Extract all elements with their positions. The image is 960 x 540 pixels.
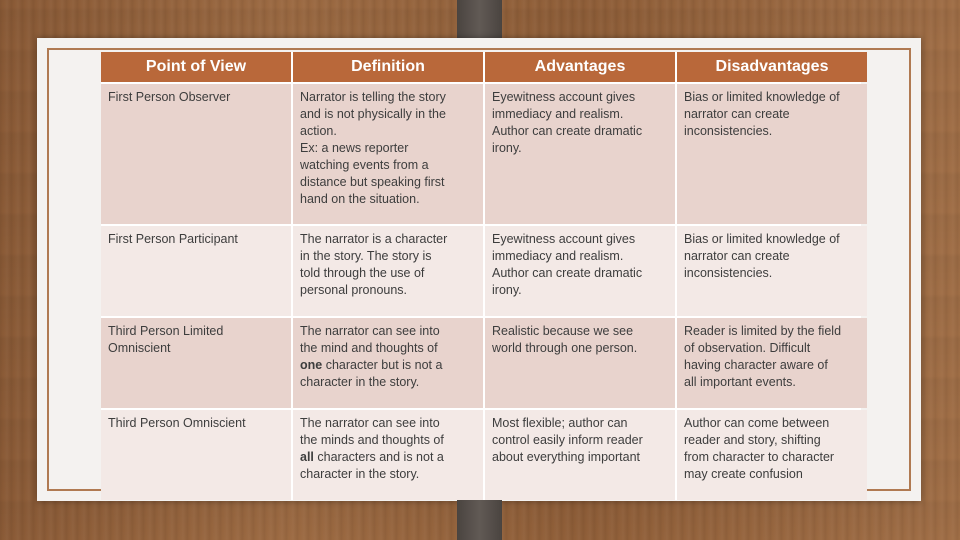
cell-text: Bias or limited knowledge of [684,232,840,246]
cell-pov-first-person-observer [101,84,291,224]
cell-text: The narrator can see into [300,416,440,430]
cell-text: action. [300,124,337,138]
cell-definition-first-person-observer [293,84,483,224]
cell-text-line [300,357,477,374]
cell-text: The narrator can see into [300,324,440,338]
cell-disadvantages-third-person-limited [677,318,867,408]
cell-disadvantages-first-person-observer [677,84,867,224]
cell-text: Most flexible; author can [492,416,628,430]
header-disadvantages: Disadvantages [677,52,867,82]
cell-text: characters and is not a [313,450,444,464]
cell-advantages-third-person-omniscient [485,410,675,500]
cell-text: narrator can create [684,249,790,263]
header-definition: Definition [293,52,483,82]
cell-definition-first-person-participant [293,226,483,316]
cell-text: Author can come between [684,416,830,430]
cell-text: world through one person. [492,341,638,355]
bottom-strap [457,496,502,540]
cell-text: distance but speaking first [300,175,445,189]
cell-text: Author can create dramatic [492,124,643,138]
cell-text: Third Person Limited [108,324,224,338]
cell-text: Ex: a news reporter [300,141,409,155]
cell-text: immediacy and realism. [492,107,624,121]
point-of-view-table [101,52,861,500]
cell-text: personal pronouns. [300,283,408,297]
cell-text: Omniscient [108,341,171,355]
cell-text: told through the use of [300,266,425,280]
cell-text: character in the story. [300,375,420,389]
cell-text: and is not physically in the [300,107,446,121]
cell-text: First Person Observer [108,90,231,104]
cell-text: inconsistencies. [684,124,773,138]
cell-text: irony. [492,141,522,155]
cell-text: control easily inform reader [492,433,643,447]
cell-definition-third-person-limited [293,318,483,408]
cell-text: having character aware of [684,358,828,372]
cell-text: inconsistencies. [684,266,773,280]
cell-text: Eyewitness account gives [492,232,636,246]
cell-text: narrator can create [684,107,790,121]
cell-text: watching events from a [300,158,429,172]
cell-advantages-first-person-participant [485,226,675,316]
emphasis-all: all [300,450,314,464]
cell-definition-third-person-omniscient [293,410,483,500]
cell-text: in the story. The story is [300,249,432,263]
cell-text: immediacy and realism. [492,249,624,263]
cell-text: the minds and thoughts of [300,433,444,447]
cell-disadvantages-third-person-omniscient [677,410,867,500]
header-point-of-view: Point of View [101,52,291,82]
cell-text: The narrator is a character [300,232,448,246]
cell-disadvantages-first-person-participant [677,226,867,316]
emphasis-one: one [300,358,323,372]
cell-text: character in the story. [300,467,420,481]
header-advantages: Advantages [485,52,675,82]
cell-text: First Person Participant [108,232,238,246]
cell-text: Bias or limited knowledge of [684,90,840,104]
cell-text-line [300,449,477,466]
cell-pov-third-person-omniscient [101,410,291,500]
cell-text: all important events. [684,375,796,389]
cell-text: from character to character [684,450,835,464]
cell-pov-third-person-limited [101,318,291,408]
cell-text: Reader is limited by the field [684,324,842,338]
cell-text: hand on the situation. [300,192,420,206]
cell-text: Third Person Omniscient [108,416,246,430]
cell-text: may create confusion [684,467,803,481]
cell-text: Realistic because we see [492,324,634,338]
cell-text: Author can create dramatic [492,266,643,280]
cell-text: character but is not a [322,358,443,372]
cell-pov-first-person-participant [101,226,291,316]
cell-advantages-first-person-observer [485,84,675,224]
cell-text: reader and story, shifting [684,433,821,447]
cell-advantages-third-person-limited [485,318,675,408]
cell-text: about everything important [492,450,641,464]
cell-text: the mind and thoughts of [300,341,438,355]
cell-text: Narrator is telling the story [300,90,446,104]
cell-text: irony. [492,283,522,297]
cell-text: of observation. Difficult [684,341,811,355]
cell-text: Eyewitness account gives [492,90,636,104]
